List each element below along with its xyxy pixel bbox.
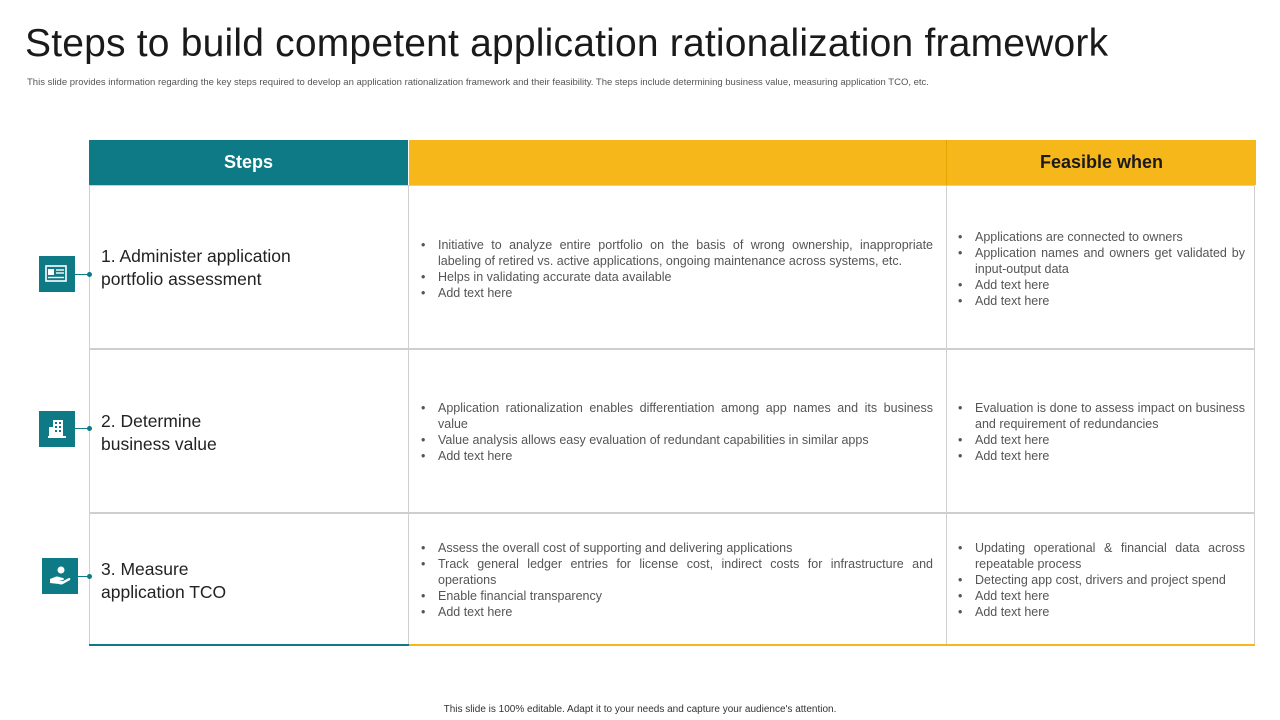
table-row xyxy=(89,349,1255,513)
list-item: • Enable financial transparency xyxy=(420,588,933,604)
framework-table xyxy=(89,140,1255,646)
hand-money-icon xyxy=(42,558,78,594)
header-feasible-when: Feasible when xyxy=(946,140,1256,185)
footer-note: This slide is 100% editable. Adapt it to your needs and capture your audience's attention. xyxy=(443,704,837,715)
list-item: • Track general ledger entries for license cost, indirect costs for infrastructure and operations xyxy=(420,556,933,588)
table-bottom-border-teal xyxy=(89,644,409,646)
feasible-list xyxy=(957,400,1245,464)
page-title: Steps to build competent application rationalization framework xyxy=(25,22,1109,65)
connector-dot xyxy=(87,574,92,579)
connector-dot xyxy=(87,426,92,431)
table-row xyxy=(89,185,1255,349)
list-item: • Add text here xyxy=(957,293,1245,309)
list-item: • Detecting app cost, drivers and project spend xyxy=(957,572,1245,588)
feasible-list xyxy=(957,229,1245,309)
step-label xyxy=(101,410,217,456)
step-title-line: 1. Administer application xyxy=(101,246,291,266)
step-label xyxy=(101,558,226,604)
feasible-cell xyxy=(946,349,1255,513)
connector-dot xyxy=(87,272,92,277)
table-bottom-border-yellow xyxy=(409,644,1255,646)
step-title-line: portfolio assessment xyxy=(101,269,262,289)
step-title-line: 3. Measure xyxy=(101,559,189,579)
feasible-cell xyxy=(946,513,1255,646)
list-item: • Helps in validating accurate data available xyxy=(420,269,933,285)
step-cell xyxy=(89,349,409,513)
list-item: • Value analysis allows easy evaluation of redundant capabilities in similar apps xyxy=(420,432,933,448)
details-cell xyxy=(408,185,947,349)
list-item: • Add text here xyxy=(420,604,933,620)
step-label xyxy=(101,245,291,291)
business-building-icon xyxy=(39,411,75,447)
details-list xyxy=(420,237,933,301)
list-item: • Updating operational & financial data across repeatable process xyxy=(957,540,1245,572)
step-cell xyxy=(89,513,409,646)
list-item: • Applications are connected to owners xyxy=(957,229,1245,245)
step-title-line: 2. Determine xyxy=(101,411,202,431)
details-cell xyxy=(408,513,947,646)
list-item: • Add text here xyxy=(420,448,933,464)
step-cell xyxy=(89,185,409,349)
step-title-line: business value xyxy=(101,434,217,454)
page-subtitle: This slide provides information regarding the key steps required to develop an application rationalization framework and their feasibility. The steps include determining business value, measuring application TCO, etc. xyxy=(27,77,929,88)
header-details xyxy=(408,140,947,185)
details-list xyxy=(420,540,933,620)
list-item: • Add text here xyxy=(957,277,1245,293)
list-item: • Add text here xyxy=(957,588,1245,604)
feasible-list xyxy=(957,540,1245,620)
list-item: • Application rationalization enables differentiation among app names and its business value xyxy=(420,400,933,432)
step-title-line: application TCO xyxy=(101,582,227,602)
list-item: • Evaluation is done to assess impact on business and requirement of redundancies xyxy=(957,400,1245,432)
list-item: • Application names and owners get validated by input-output data xyxy=(957,245,1245,277)
feasible-cell xyxy=(946,185,1255,349)
header-steps: Steps xyxy=(89,140,408,185)
list-item: • Add text here xyxy=(957,448,1245,464)
list-item: • Assess the overall cost of supporting and delivering applications xyxy=(420,540,933,556)
portfolio-document-icon xyxy=(39,256,75,292)
list-item: • Initiative to analyze entire portfolio on the basis of wrong ownership, inappropriate labeling of retired vs. active applications, ongoing maintenance across systems, etc. xyxy=(420,237,933,269)
list-item: • Add text here xyxy=(420,285,933,301)
list-item: • Add text here xyxy=(957,432,1245,448)
details-list xyxy=(420,400,933,464)
list-item: • Add text here xyxy=(957,604,1245,620)
details-cell xyxy=(408,349,947,513)
table-row xyxy=(89,513,1255,646)
